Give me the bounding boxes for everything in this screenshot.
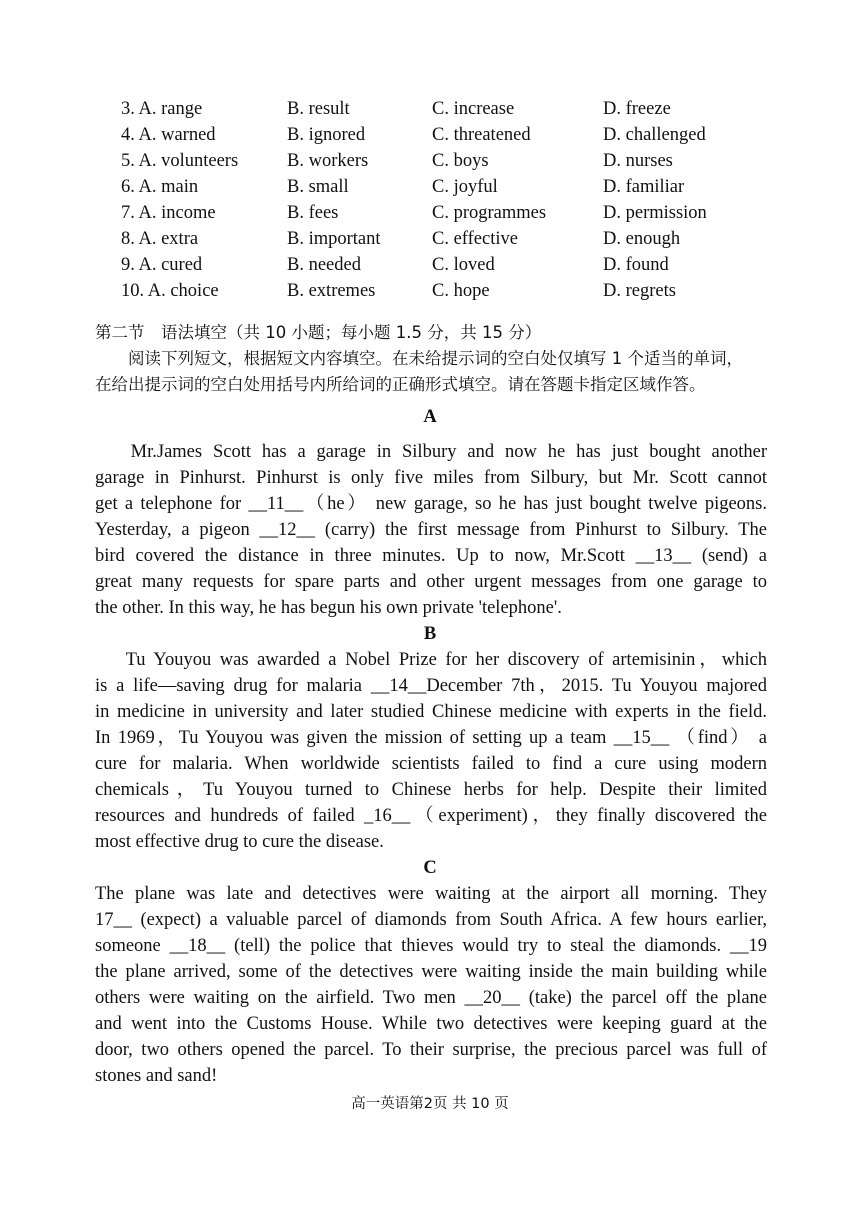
passage-line: In 1969，Tu Youyou was given the mission of setting up a team __15__ （find） a xyxy=(95,728,767,748)
option-b: B. extremes xyxy=(287,281,376,301)
passage-line: get a telephone for __11__（he） new garage, so he has just bought twelve pigeons. xyxy=(95,494,767,514)
instruction-line: 在给出提示词的空白处用括号内所给词的正确形式填空。请在答题卡指定区域作答。 xyxy=(95,375,706,394)
option-b: B. fees xyxy=(287,203,339,223)
passage-line: Yesterday, a pigeon __12__ (carry) the first message from Pinhurst to Silbury. The xyxy=(95,520,767,540)
option-d: D. challenged xyxy=(603,125,706,145)
passage-line: most effective drug to cure the disease. xyxy=(95,832,384,852)
option-d: D. permission xyxy=(603,203,707,223)
option-a: 5. A. volunteers xyxy=(121,151,239,171)
passage-line: the plane arrived, some of the detectives were waiting inside the main building while xyxy=(95,962,767,982)
passage-line: stones and sand! xyxy=(95,1066,218,1086)
passage-line: 17__ (expect) a valuable parcel of diamonds from South Africa. A few hours earlier, xyxy=(95,910,767,930)
option-d: D. nurses xyxy=(603,151,673,171)
passage-line: The plane was late and detectives were waiting at the airport all morning. They xyxy=(95,884,767,904)
option-a: 10. A. choice xyxy=(121,281,219,301)
passage-line: chemicals，Tu Youyou turned to Chinese herbs for help. Despite their limited xyxy=(95,780,767,800)
option-b: B. workers xyxy=(287,151,369,171)
passage-line: Mr.James Scott has a garage in Silbury and now he has just bought another xyxy=(95,442,767,462)
option-a: 8. A. extra xyxy=(121,229,199,249)
option-c: C. hope xyxy=(432,281,490,301)
option-c: C. joyful xyxy=(432,177,498,197)
option-b: B. result xyxy=(287,99,350,119)
option-b: B. needed xyxy=(287,255,361,275)
option-b: B. small xyxy=(287,177,349,197)
option-d: D. familiar xyxy=(603,177,685,197)
passage-c-letter: C xyxy=(423,858,437,878)
passage-b-letter: B xyxy=(423,624,437,644)
instruction-line: 阅读下列短文，根据短文内容填空。在未给提示词的空白处仅填写 1 个适当的单词， xyxy=(128,349,743,368)
passage-b xyxy=(95,647,767,855)
option-a: 6. A. main xyxy=(121,177,199,197)
section-heading: 第二节 语法填空（共 10 小题；每小题 1.5 分，共 15 分） xyxy=(95,323,542,342)
passage-line: and went into the Customs House. While two detectives were keeping guard at the xyxy=(95,1014,767,1034)
passage-line: Tu Youyou was awarded a Nobel Prize for her discovery of artemisinin，which xyxy=(95,650,767,670)
option-a: 9. A. cured xyxy=(121,255,203,275)
passage-line: cure for malaria. When worldwide scientists failed to find a cure using modern xyxy=(95,754,767,774)
option-d: D. freeze xyxy=(603,99,671,119)
option-d: D. enough xyxy=(603,229,681,249)
option-c: C. boys xyxy=(432,151,489,171)
option-b: B. important xyxy=(287,229,381,249)
passage-line: bird covered the distance in three minutes. Up to now, Mr.Scott __13__ (send) a xyxy=(95,546,767,566)
option-d: D. found xyxy=(603,255,669,275)
option-a: 3. A. range xyxy=(121,99,203,119)
passage-line: the other. In this way, he has begun his own private 'telephone'. xyxy=(95,598,562,618)
passage-line: garage in Pinhurst. Pinhurst is only five miles from Silbury, but Mr. Scott cannot xyxy=(95,468,767,488)
option-a: 7. A. income xyxy=(121,203,216,223)
passage-line: in medicine in university and later studied Chinese medicine with experts in the field. xyxy=(95,702,767,722)
option-c: C. loved xyxy=(432,255,495,275)
option-c: C. increase xyxy=(432,99,515,119)
passage-line: door, two others opened the parcel. To their surprise, the precious parcel was full of xyxy=(95,1040,767,1060)
section-instructions xyxy=(95,346,767,398)
passage-line: others were waiting on the airfield. Two men __20__ (take) the parcel off the plane xyxy=(95,988,767,1008)
option-b: B. ignored xyxy=(287,125,366,145)
passage-line: great many requests for spare parts and other urgent messages from one garage to xyxy=(95,572,767,592)
passage-a-letter: A xyxy=(423,407,437,427)
passage-line: someone __18__ (tell) the police that thieves would try to steal the diamonds. __19 xyxy=(95,936,767,956)
passage-line: resources and hundreds of failed _16__（experiment)，they finally discovered the xyxy=(95,806,767,826)
option-c: C. threatened xyxy=(432,125,531,145)
passage-line: is a life—saving drug for malaria __14__December 7th，2015. Tu Youyou majored xyxy=(95,676,767,696)
option-a: 4. A. warned xyxy=(121,125,216,145)
passage-c xyxy=(95,881,767,1089)
option-c: C. effective xyxy=(432,229,518,249)
page-footer: 高一英语第2页 共 10 页 xyxy=(351,1096,509,1112)
passage-a xyxy=(95,439,767,621)
option-d: D. regrets xyxy=(603,281,676,301)
option-c: C. programmes xyxy=(432,203,547,223)
